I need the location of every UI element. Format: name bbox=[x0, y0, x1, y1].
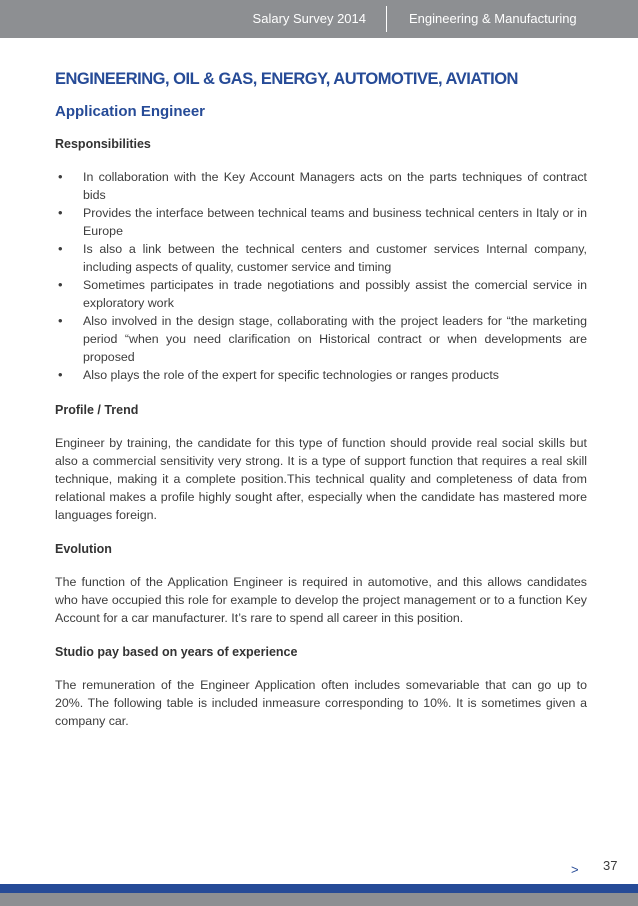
header-survey-title: Salary Survey 2014 bbox=[252, 11, 366, 26]
bullet-icon: • bbox=[58, 241, 63, 256]
studio-pay-text: The remuneration of the Engineer Application often includes somevariable that can go up to 20%. The following table is included inmeasure corresponding to 10%. It is sometimes given a company car. bbox=[55, 678, 587, 728]
header-bar bbox=[0, 0, 638, 38]
list-item-text: In collaboration with the Key Account Managers acts on the parts techniques of contract bids bbox=[83, 170, 587, 202]
job-title: Application Engineer bbox=[55, 103, 206, 120]
profile-heading: Profile / Trend bbox=[55, 403, 139, 417]
section-title: ENGINEERING, OIL & GAS, ENERGY, AUTOMOTIVE, AVIATION bbox=[55, 70, 518, 88]
list-item-text: Is also a link between the technical centers and customer services Internal company, including aspects of quality, customer service and timing bbox=[83, 242, 587, 274]
list-item-text: Also plays the role of the expert for specific technologies or ranges products bbox=[83, 368, 499, 382]
list-item bbox=[55, 312, 587, 366]
responsibilities-list bbox=[55, 168, 587, 384]
profile-text: Engineer by training, the candidate for this type of function should provide real social skills but also a commercial sensitivity very strong. It is a type of support function that requires a real skill technique, making it a complete position.This technical quality and completeness of data from relational makes a profile highly sought after, especially when the candidate has mastered more languages foreign. bbox=[55, 436, 587, 522]
list-item bbox=[55, 366, 587, 384]
bullet-icon: • bbox=[58, 277, 63, 292]
page-content bbox=[55, 70, 587, 730]
footer-blue-band bbox=[0, 884, 638, 893]
list-item bbox=[55, 168, 587, 204]
header-section-name: Engineering & Manufacturing bbox=[409, 11, 577, 26]
list-item bbox=[55, 240, 587, 276]
header-divider bbox=[386, 6, 387, 32]
page-number: 37 bbox=[603, 858, 618, 873]
evolution-text: The function of the Application Engineer is required in automotive, and this allows candidates who have occupied this role for example to develop the project management or to a function Key Account for a car manufacturer. It’s rare to spend all career in this position. bbox=[55, 575, 587, 625]
studio-pay-heading: Studio pay based on years of experience bbox=[55, 645, 298, 659]
list-item bbox=[55, 276, 587, 312]
footer-gray-band bbox=[0, 893, 638, 906]
next-arrow-icon: > bbox=[571, 862, 579, 877]
list-item-text: Also involved in the design stage, collaborating with the project leaders for “the marketing period “when you need clarification on Historical contract or when developments are proposed bbox=[83, 314, 587, 364]
list-item bbox=[55, 204, 587, 240]
responsibilities-heading: Responsibilities bbox=[55, 137, 151, 151]
list-item-text: Sometimes participates in trade negotiations and possibly assist the comercial service in exploratory work bbox=[83, 278, 587, 310]
bullet-icon: • bbox=[58, 313, 63, 328]
list-item-text: Provides the interface between technical teams and business technical centers in Italy or in Europe bbox=[83, 206, 587, 238]
bullet-icon: • bbox=[58, 367, 63, 382]
evolution-heading: Evolution bbox=[55, 542, 112, 556]
bullet-icon: • bbox=[58, 169, 63, 184]
bullet-icon: • bbox=[58, 205, 63, 220]
